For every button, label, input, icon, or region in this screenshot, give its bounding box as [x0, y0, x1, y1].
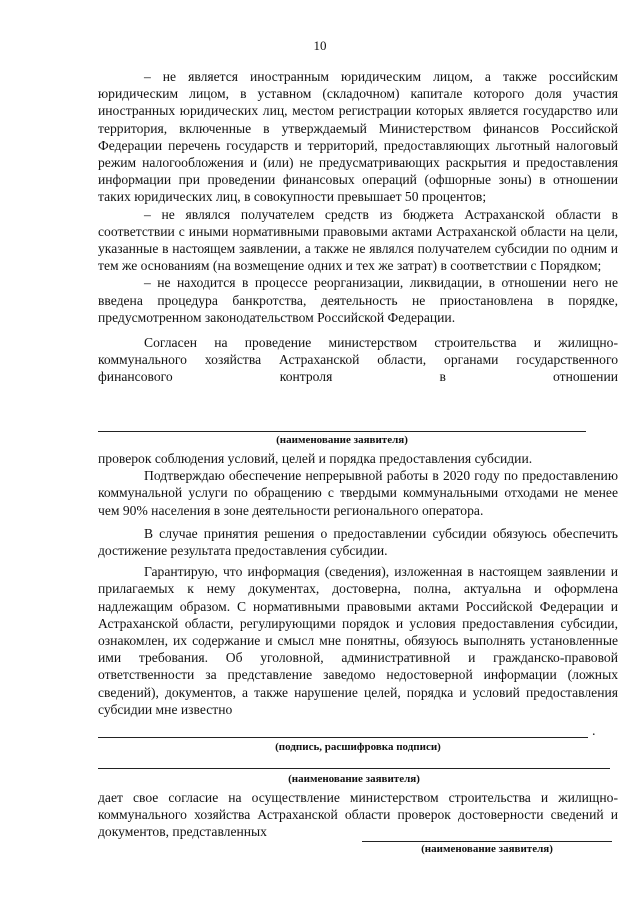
signature-dot: .	[592, 724, 596, 739]
paragraph-reorganization: – не находится в процессе реорганизации, ликвидации, в отношении него не введена процедура банкротства, деятельность не приостановлена в порядке, предусмотренном законодательством Российской Федерации.	[98, 275, 618, 325]
caption-applicant-2: (наименование заявителя)	[288, 773, 420, 785]
caption-applicant-1: (наименование заявителя)	[276, 434, 408, 446]
paragraph-offshore: – не является иностранным юридическим лицом, а также российским юридическим лицом, в уставном (складочном) капитале которого доля участия иностранных юридических лиц, местом регистрации которых является государство или территория, включенные в утверждаемый Министерством финансов Российской Федерации перечень государств и территорий, предоставляющих льготный налоговый режим налогообложения и (или) не предусматривающих раскрытия и предоставления информации при проведении финансовых операций (офшорные зоны) в отношении таких юридических лиц, в совокупности превышает 50 процентов;	[98, 69, 618, 205]
text-block-middle	[98, 450, 618, 718]
text-block-top	[98, 68, 618, 386]
applicant-line-2	[98, 768, 610, 769]
paragraph-confirm: Подтверждаю обеспечение непрерывной работы в 2020 году по предоставлению коммунальной услуги по обращению с твердыми коммунальными отходами не менее чем 90% населения в зоне деятельности регионального оператора.	[98, 468, 618, 518]
paragraph-budget: – не являлся получателем средств из бюджета Астраханской области в соответствии с иными нормативными правовыми актами Астраханской области на цели, указанные в настоящем заявлении, а также не являлся получателем субсидии по одним и тем же основаниям (на возмещение одних и тех же затрат) в соответствии с Порядком;	[98, 206, 618, 274]
paragraph-consent-2: дает свое согласие на осуществление министерством строительства и жилищно-коммунального хозяйства Астраханской области проверок достоверности сведений и документов, представленных	[98, 790, 618, 840]
signature-line	[98, 737, 588, 738]
applicant-line-1	[98, 431, 586, 432]
caption-signature: (подпись, расшифровка подписи)	[275, 741, 441, 753]
paragraph-checks: проверок соблюдения условий, целей и порядка предоставления субсидии.	[98, 451, 533, 466]
applicant-line-3	[362, 841, 612, 842]
caption-applicant-3: (наименование заявителя)	[421, 843, 553, 855]
paragraph-guarantee: Гарантирую, что информация (сведения), изложенная в настоящем заявлении и прилагаемых к нему документах, достоверна, полна, актуальна и оформлена надлежащим образом. С нормативными правовыми актами Российской Федерации и Астраханской области, регулирующими порядок и условия предоставления субсидии, ознакомлен, их содержание и смысл мне понятны, обязуюсь выполнять установленные ими требования. Об уголовной, административной и гражданско-правовой ответственности за представление заведомо недостоверной информации (ложных сведений), документов, а также нарушение целей, порядка и условий предоставления субсидии мне известно	[98, 564, 618, 717]
paragraph-consent: Согласен на проведение министерством строительства и жилищно-коммунального хозяйства Астраханской области, органами государственного финансового контроля в отношении	[98, 335, 618, 385]
paragraph-obligation: В случае принятия решения о предоставлении субсидии обязуюсь обеспечить достижение результата предоставления субсидии.	[98, 525, 618, 559]
page-number: 10	[313, 38, 327, 53]
